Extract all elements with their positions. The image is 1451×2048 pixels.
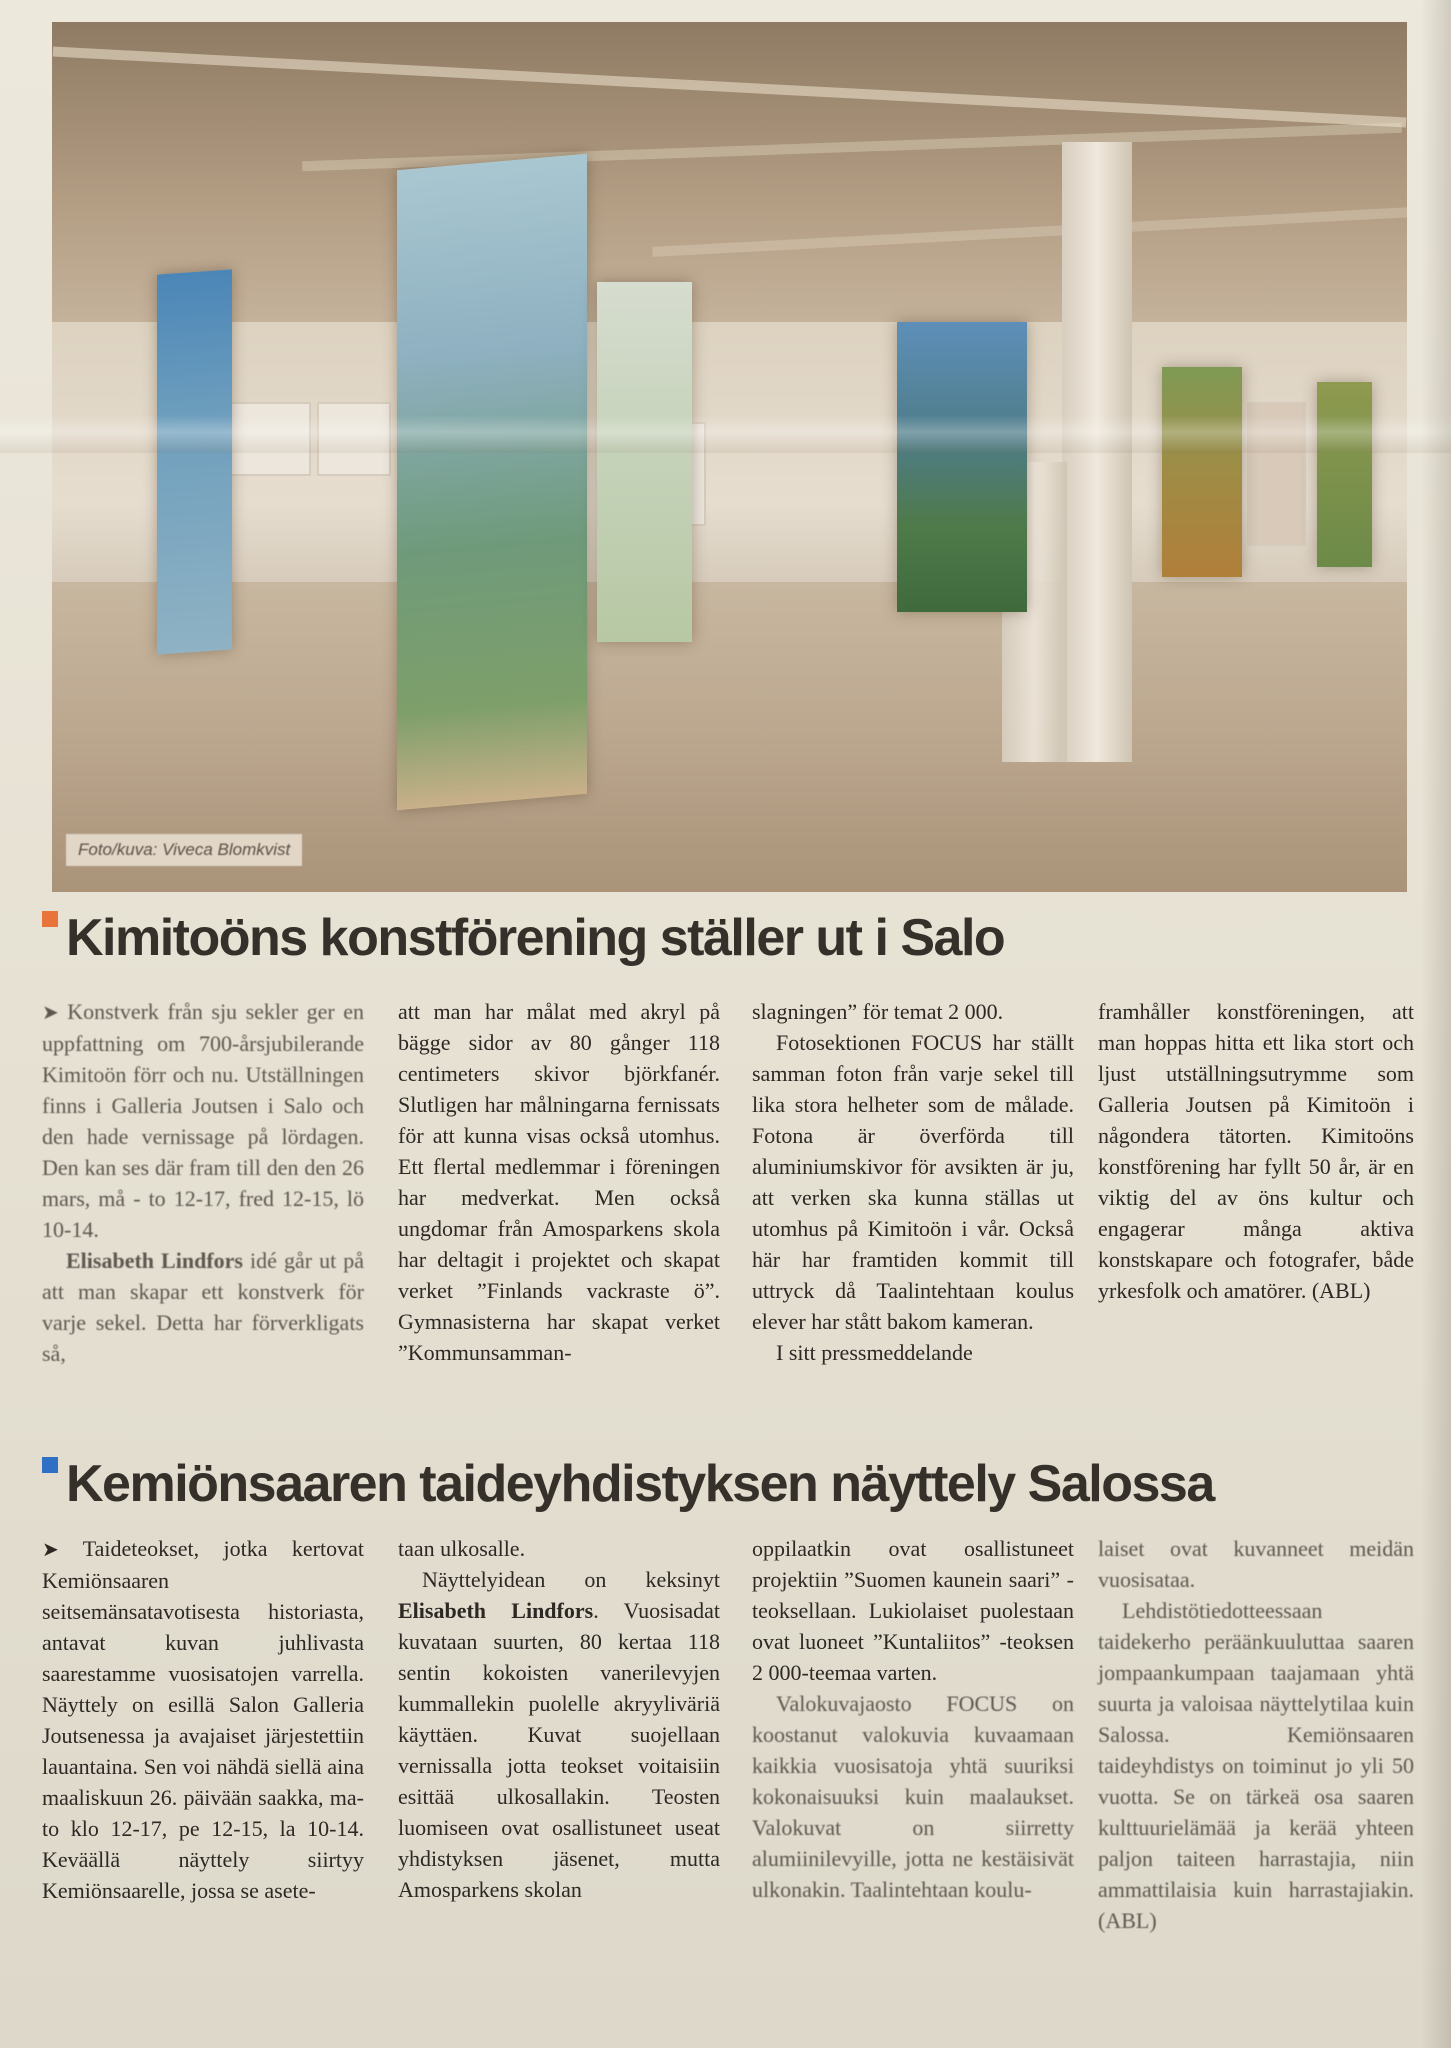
article-finnish-paragraph: Näyttelyidean on keksinyt [422, 1567, 720, 1592]
article-finnish-paragraph: oppilaatkin ovat osallistuneet projektiin ”Suomen kaunein saari” -teoksellaan. Lukiolaiset puolestaan ovat luoneet ”Kuntaliitos” -teoksen 2 000-teemaa varten. [752, 1536, 1074, 1685]
photo-credit: Foto/kuva: Viveca Blomkvist [66, 834, 302, 866]
photo-wall-artwork [227, 402, 311, 476]
article-finnish-paragraph: taan ulkosalle. [398, 1536, 526, 1561]
article-finnish-paragraph: Valokuvajaosto FOCUS on koostanut valokuvia kuvaamaan kaikkia vuosisatoja yhtä suuriksi kokonaisuuksi kuin maalaukset. Valokuvat on siirretty alumiinilevyille, jotta ne kestäisivät ulkonakin. Taalintehtaan koulu- [752, 1691, 1074, 1902]
photo-painting-panel [397, 154, 587, 811]
photo-painting-panel [897, 322, 1027, 612]
article-swedish-paragraph: idé går ut på att man skapar ett konstverk för varje sekel. Detta har förverkligats så, [42, 1248, 364, 1366]
arrow-bullet-icon: ➤ [42, 1000, 59, 1024]
photo-painting-panel [1317, 382, 1372, 567]
headline-swedish-text: Kimitoöns konstförening ställer ut i Salo [66, 909, 1005, 967]
article-swedish-column-4 [1098, 996, 1414, 1306]
article-finnish-column-3 [752, 1533, 1074, 1905]
photo-painting-panel [157, 269, 232, 654]
article-finnish-paragraph: laiset ovat kuvanneet meidän vuosisataa. [1098, 1536, 1414, 1592]
headline-swedish [42, 908, 1004, 968]
arrow-bullet-icon: ➤ [42, 1537, 59, 1561]
photo-ceiling [52, 22, 1407, 352]
page-edge-shadow [1421, 0, 1451, 2048]
person-name: Elisabeth Lindfors [66, 1248, 243, 1273]
photo-painting-panel [597, 282, 692, 642]
article-swedish-paragraph: framhåller konstföreningen, att man hoppas hitta ett lika stort och ljust utställningsutrymme som Galleria Joutsen på Kimitoön i någondera tätorten. Kimitoöns konstförening har fyllt 50 år, är en viktig del av öns kultur och engagerar många aktiva konstskapare och fotografer, både yrkesfolk och amatörer. (ABL) [1098, 999, 1414, 1303]
article-swedish-column-2 [398, 996, 720, 1368]
article-swedish-paragraph: att man har målat med akryl på bägge sidor av 80 gånger 118 centimeters skivor björkfanér. Slutligen har målningarna fernissats för att kunna visas också utomhus. Ett flertal medlemmar i föreningen har medverkat. Men också ungdomar från Amosparkens skola har deltagit i projektet och skapat verket ”Finlands vackraste ö”. Gymnasisterna har skapat verket ”Kommunsamman- [398, 999, 720, 1365]
article-swedish-paragraph: slagningen” för temat 2 000. [752, 999, 1004, 1024]
photo-wall-artwork [317, 402, 391, 476]
article-finnish-paragraph: . Vuosisadat kuvataan suurten, 80 kertaa 118 sentin kokoisten vanerilevyjen kummallekin puolelle akryyliväriä käyttäen. Kuvat suojellaan vernissalla jotta teokset voitaisiin esittää ulkosallakin. Teosten luomiseen ovat osallistuneet useat yhdistyksen jäsenet, mutta Amosparkens skolan [398, 1598, 721, 1902]
article-finnish-column-4 [1098, 1533, 1414, 1936]
headline-finnish [42, 1454, 1214, 1514]
article-swedish-paragraph: I sitt pressmeddelande [776, 1340, 973, 1365]
article-swedish-column-1 [42, 996, 364, 1369]
photo-pillar [1062, 142, 1132, 762]
headline-finnish-text: Kemiönsaaren taideyhdistyksen näyttely Salossa [66, 1455, 1214, 1513]
photo-painting-panel [1162, 367, 1242, 577]
article-swedish-intro: Konstverk från sju sekler ger en uppfattning om 700-årsjubilerande Kimitoön förr och nu. Utställningen finns i Galleria Joutsen i Salo och den hade vernissage på lördagen. Den kan ses där fram till den den 26 mars, må - to 12-17, fred 12-15, lö 10-14. [42, 999, 364, 1242]
article-finnish-column-2 [398, 1533, 720, 1905]
gallery-photo [52, 22, 1407, 892]
article-finnish-column-1 [42, 1533, 364, 1906]
article-finnish-intro: Taideteokset, jotka kertovat Kemiönsaaren seitsemänsatavotisesta historiasta, antavat kuvan juhlivasta saarestamme vuosisatojen varrella. Näyttely on esillä Salon Galleria Joutsenessa ja avajaiset järjestettiin lauantaina. Sen voi nähdä siellä aina maaliskuun 26. päivään saakka, ma-to klo 12-17, pe 12-15, la 10-14. Keväällä näyttely siirtyy Kemiönsaarelle, jossa se asete- [42, 1536, 364, 1903]
photo-wall-artwork [1247, 402, 1306, 546]
article-swedish-paragraph: Fotosektionen FOCUS har ställt samman foton från varje sekel till lika stora helheter som de målade. Fotona är överförda till aluminiumskivor för avsikten är ju, att verken ska kunna ställas ut utomhus på Kimitoön i vår. Också här har framtiden kommit till uttryck då Taalintehtaan koulus elever har stått bakom kameran. [752, 1030, 1074, 1334]
person-name: Elisabeth Lindfors [398, 1598, 594, 1623]
article-finnish-paragraph: Lehdistötiedotteessaan taidekerho peräänkuuluttaa saaren jompaankumpaan taajamaan yhtä suurta ja valoisaa näyttelytilaa kuin Salossa. Kemiönsaaren taideyhdistys on toiminut jo yli 50 vuotta. Se on tärkeä osa saaren kulttuurielämää ja kerää yhteen paljon taiteen harrastajia, niin ammattilaisia kuin harrastajiakin. (ABL) [1098, 1598, 1414, 1933]
blue-square-icon [42, 1457, 58, 1473]
article-swedish-column-3 [752, 996, 1074, 1368]
orange-square-icon [42, 911, 58, 927]
